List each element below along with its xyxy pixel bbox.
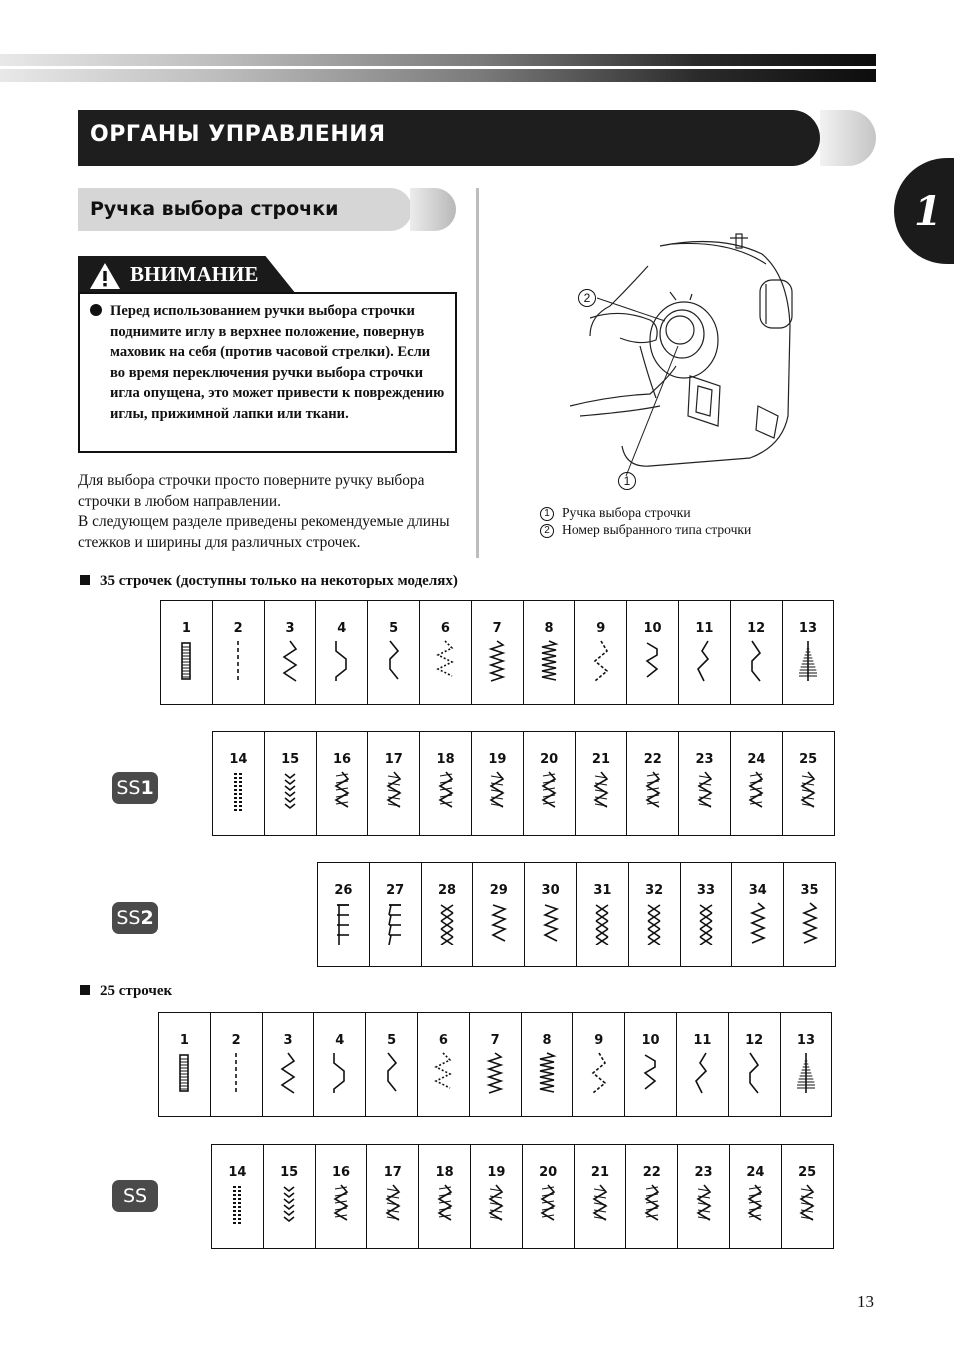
stitch-number: 21 xyxy=(590,1165,610,1180)
stitch-number: 10 xyxy=(643,621,662,636)
stitch-cell xyxy=(629,863,681,966)
stitch-pattern-icon xyxy=(433,1051,453,1100)
chapter-number: 1 xyxy=(914,188,942,235)
stitch-cell xyxy=(368,601,420,704)
stitch-number: 13 xyxy=(798,621,817,636)
stitch-cell xyxy=(784,863,836,966)
group-35-label xyxy=(80,573,458,590)
stitch-pattern-icon xyxy=(330,1051,350,1100)
stitch-cell xyxy=(316,1145,368,1248)
stitch-number: 31 xyxy=(593,883,612,898)
top-band-divider xyxy=(0,66,876,69)
stitch-number: 14 xyxy=(229,752,248,767)
stitch-pattern-icon xyxy=(435,1183,455,1232)
stitch-cell xyxy=(473,863,525,966)
stitch-number: 19 xyxy=(487,1165,506,1180)
stitch-cell xyxy=(729,1013,781,1116)
stitch-pattern-icon xyxy=(694,1183,714,1232)
stitch-number: 14 xyxy=(228,1165,247,1180)
stitch-cell xyxy=(159,1013,211,1116)
stitch-pattern-icon xyxy=(485,1051,505,1100)
stitch-pattern-icon xyxy=(539,770,559,819)
group-25-label-text: 25 строчек xyxy=(100,983,173,999)
section-title: ОРГАНЫ УПРАВЛЕНИЯ xyxy=(90,122,386,147)
stitch-pattern-icon xyxy=(176,639,196,688)
stitch-cell xyxy=(732,863,784,966)
stitch-cell xyxy=(420,601,472,704)
stitch-cell xyxy=(625,1013,677,1116)
stitch-cell xyxy=(419,1145,471,1248)
stitch-table-35-row3 xyxy=(317,862,836,967)
legend-item-2 xyxy=(540,521,751,538)
stitch-number: 7 xyxy=(492,621,502,636)
stitch-cell xyxy=(264,1145,316,1248)
stitch-cell xyxy=(418,1013,470,1116)
stitch-number: 2 xyxy=(231,1033,241,1048)
stitch-number: 6 xyxy=(438,1033,448,1048)
group-25-label xyxy=(80,983,172,1000)
stitch-pattern-icon xyxy=(385,901,405,950)
stitch-cell xyxy=(317,732,369,835)
stitch-number: 29 xyxy=(489,883,508,898)
body-paragraph-1: Для выбора строчки просто поверните ручку выбора строчки в любом направлении. xyxy=(78,472,425,510)
subsection-title: Ручка выбора строчки xyxy=(90,198,339,220)
stitch-pattern-icon xyxy=(489,901,509,950)
legend-item-1 xyxy=(540,504,691,521)
stitch-pattern-icon xyxy=(331,1183,351,1232)
stitch-pattern-icon xyxy=(487,770,507,819)
stitch-number: 9 xyxy=(594,1033,604,1048)
page-number: 13 xyxy=(857,1292,874,1311)
stitch-pattern-icon xyxy=(591,770,611,819)
stitch-pattern-icon xyxy=(641,1051,661,1100)
stitch-number: 25 xyxy=(798,1165,817,1180)
stitch-pattern-icon xyxy=(539,639,559,688)
stitch-cell xyxy=(318,863,370,966)
ss1-badge xyxy=(112,772,158,804)
stitch-number: 7 xyxy=(490,1033,500,1048)
stitch-cell xyxy=(420,732,472,835)
ss2-badge-suffix: 2 xyxy=(140,907,154,929)
stitch-number: 20 xyxy=(539,1165,558,1180)
stitch-cell xyxy=(677,1013,729,1116)
stitch-pattern-icon xyxy=(228,770,248,819)
stitch-pattern-icon xyxy=(744,1051,764,1100)
ss-badge-prefix: SS xyxy=(122,1185,148,1207)
stitch-cell xyxy=(730,1145,782,1248)
stitch-cell xyxy=(213,601,265,704)
stitch-number: 25 xyxy=(799,752,818,767)
stitch-number: 27 xyxy=(386,883,405,898)
stitch-pattern-icon xyxy=(796,1051,816,1100)
stitch-cell xyxy=(679,732,731,835)
stitch-cell xyxy=(213,732,265,835)
stitch-number: 5 xyxy=(387,1033,397,1048)
stitch-number: 24 xyxy=(746,1165,765,1180)
stitch-pattern-icon xyxy=(174,1051,194,1100)
stitch-number: 1 xyxy=(179,1033,189,1048)
legend-number-1: 1 xyxy=(540,507,554,521)
stitch-number: 13 xyxy=(796,1033,815,1048)
stitch-cell xyxy=(314,1013,366,1116)
stitch-table-35-row1 xyxy=(160,600,834,705)
stitch-pattern-icon xyxy=(798,639,818,688)
stitch-number: 12 xyxy=(747,621,766,636)
stitch-cell xyxy=(316,601,368,704)
stitch-number: 24 xyxy=(747,752,766,767)
stitch-pattern-icon xyxy=(486,1183,506,1232)
body-text xyxy=(78,471,470,553)
stitch-cell xyxy=(679,601,731,704)
stitch-pattern-icon xyxy=(798,770,818,819)
legend-text-1: Ручка выбора строчки xyxy=(562,505,691,520)
ss2-badge xyxy=(112,902,158,934)
stitch-pattern-icon xyxy=(692,1051,712,1100)
bullet-icon xyxy=(90,304,102,316)
stitch-number: 21 xyxy=(591,752,611,767)
stitch-cell xyxy=(575,601,627,704)
stitch-pattern-icon xyxy=(384,639,404,688)
stitch-cell xyxy=(522,1013,574,1116)
stitch-pattern-icon xyxy=(280,770,300,819)
caution-title: ВНИМАНИЕ xyxy=(130,262,259,286)
stitch-number: 30 xyxy=(541,883,560,898)
ss1-badge-prefix: SS xyxy=(116,777,141,799)
stitch-pattern-icon xyxy=(643,639,663,688)
sewing-machine-illustration xyxy=(530,226,830,496)
stitch-pattern-icon xyxy=(227,1183,247,1232)
stitch-pattern-icon xyxy=(333,901,353,950)
stitch-cell xyxy=(265,732,317,835)
stitch-pattern-icon xyxy=(748,901,768,950)
stitch-cell xyxy=(211,1013,263,1116)
stitch-cell xyxy=(783,732,835,835)
callout-2: 2 xyxy=(578,289,596,307)
stitch-number: 16 xyxy=(332,752,352,767)
legend-text-2: Номер выбранного типа строчки xyxy=(562,522,752,537)
ss-badge xyxy=(112,1180,158,1212)
stitch-cell xyxy=(577,863,629,966)
stitch-cell xyxy=(783,601,835,704)
stitch-number: 8 xyxy=(544,621,554,636)
stitch-cell xyxy=(265,601,317,704)
stitch-pattern-icon xyxy=(590,1183,610,1232)
stitch-number: 1 xyxy=(181,621,191,636)
stitch-number: 17 xyxy=(384,752,403,767)
stitch-table-25-row2 xyxy=(211,1144,834,1249)
stitch-number: 4 xyxy=(337,621,347,636)
stitch-pattern-icon xyxy=(383,1183,403,1232)
section-header-tail xyxy=(820,110,876,166)
ss1-badge-suffix: 1 xyxy=(140,777,154,799)
stitch-pattern-icon xyxy=(694,639,714,688)
stitch-cell xyxy=(781,1013,833,1116)
stitch-number: 3 xyxy=(285,621,295,636)
stitch-number: 3 xyxy=(283,1033,293,1048)
stitch-cell xyxy=(681,863,733,966)
stitch-pattern-icon xyxy=(280,639,300,688)
stitch-number: 22 xyxy=(643,752,662,767)
stitch-cell xyxy=(627,601,679,704)
ss2-badge-prefix: SS xyxy=(116,907,141,929)
stitch-cell xyxy=(525,863,577,966)
stitch-cell xyxy=(263,1013,315,1116)
stitch-number: 18 xyxy=(436,752,455,767)
stitch-pattern-icon xyxy=(384,770,404,819)
stitch-cell xyxy=(524,732,576,835)
stitch-number: 9 xyxy=(596,621,606,636)
stitch-number: 16 xyxy=(331,1165,351,1180)
stitch-cell xyxy=(626,1145,678,1248)
stitch-pattern-icon xyxy=(537,1051,557,1100)
stitch-number: 17 xyxy=(383,1165,402,1180)
stitch-number: 2 xyxy=(233,621,243,636)
square-bullet-icon xyxy=(80,985,90,995)
stitch-cell xyxy=(368,732,420,835)
stitch-number: 20 xyxy=(540,752,559,767)
stitch-cell xyxy=(367,1145,419,1248)
stitch-number: 6 xyxy=(440,621,450,636)
subsection-header-tail xyxy=(410,188,456,231)
stitch-pattern-icon xyxy=(487,639,507,688)
stitch-pattern-icon xyxy=(226,1051,246,1100)
stitch-cell xyxy=(161,601,213,704)
stitch-cell xyxy=(422,863,474,966)
stitch-table-25-row1 xyxy=(158,1012,832,1117)
group-35-label-text: 35 строчек (доступны только на некоторых моделях) xyxy=(100,573,458,589)
square-bullet-icon xyxy=(80,575,90,585)
stitch-cell xyxy=(472,732,524,835)
stitch-pattern-icon xyxy=(746,639,766,688)
stitch-number: 12 xyxy=(745,1033,764,1048)
warning-triangle-icon xyxy=(88,261,122,291)
stitch-cell xyxy=(731,601,783,704)
stitch-cell xyxy=(472,601,524,704)
stitch-number: 35 xyxy=(800,883,819,898)
stitch-pattern-icon xyxy=(797,1183,817,1232)
stitch-cell xyxy=(678,1145,730,1248)
stitch-pattern-icon xyxy=(589,1051,609,1100)
stitch-number: 10 xyxy=(641,1033,660,1048)
stitch-cell xyxy=(627,732,679,835)
stitch-pattern-icon xyxy=(643,770,663,819)
stitch-pattern-icon xyxy=(541,901,561,950)
stitch-cell xyxy=(524,601,576,704)
stitch-pattern-icon xyxy=(592,901,612,950)
callout-1: 1 xyxy=(618,472,636,490)
stitch-number: 33 xyxy=(696,883,716,898)
stitch-pattern-icon xyxy=(332,639,352,688)
stitch-pattern-icon xyxy=(642,1183,662,1232)
stitch-pattern-icon xyxy=(644,901,664,950)
stitch-number: 23 xyxy=(695,752,714,767)
stitch-number: 18 xyxy=(435,1165,454,1180)
stitch-number: 26 xyxy=(334,883,353,898)
stitch-cell xyxy=(212,1145,264,1248)
stitch-cell xyxy=(573,1013,625,1116)
stitch-pattern-icon xyxy=(746,770,766,819)
stitch-pattern-icon xyxy=(437,901,457,950)
stitch-table-35-row2 xyxy=(212,731,835,836)
stitch-pattern-icon xyxy=(382,1051,402,1100)
stitch-cell xyxy=(731,732,783,835)
stitch-number: 11 xyxy=(695,621,714,636)
stitch-number: 4 xyxy=(335,1033,345,1048)
stitch-number: 5 xyxy=(389,621,399,636)
stitch-pattern-icon xyxy=(745,1183,765,1232)
stitch-cell xyxy=(576,732,628,835)
stitch-number: 15 xyxy=(281,752,300,767)
stitch-cell xyxy=(471,1145,523,1248)
stitch-pattern-icon xyxy=(278,1051,298,1100)
stitch-pattern-icon xyxy=(591,639,611,688)
stitch-pattern-icon xyxy=(695,770,715,819)
stitch-pattern-icon xyxy=(696,901,716,950)
column-divider xyxy=(476,188,479,558)
stitch-pattern-icon xyxy=(228,639,248,688)
legend-number-2: 2 xyxy=(540,524,554,538)
stitch-cell xyxy=(782,1145,834,1248)
stitch-number: 11 xyxy=(693,1033,712,1048)
stitch-pattern-icon xyxy=(800,901,820,950)
stitch-number: 34 xyxy=(748,883,767,898)
stitch-cell xyxy=(366,1013,418,1116)
stitch-number: 28 xyxy=(437,883,457,898)
stitch-cell xyxy=(575,1145,627,1248)
stitch-cell xyxy=(523,1145,575,1248)
stitch-number: 8 xyxy=(542,1033,552,1048)
stitch-pattern-icon xyxy=(435,639,455,688)
stitch-number: 23 xyxy=(694,1165,713,1180)
stitch-pattern-icon xyxy=(436,770,456,819)
stitch-pattern-icon xyxy=(279,1183,299,1232)
caution-text: Перед использованием ручки выбора строчки поднимите иглу в верхнее положение, повернув маховик на себя (против часовой стрелки). Если во время переключения ручки выбора строчки игла опущена, это может привести к повреждению иглы, прижимной лапки или ткани. xyxy=(110,303,445,422)
body-paragraph-2: В следующем разделе приведены рекомендуемые длины стежков и ширины для различных строчек. xyxy=(78,513,450,551)
stitch-cell xyxy=(470,1013,522,1116)
stitch-number: 22 xyxy=(642,1165,661,1180)
stitch-cell xyxy=(370,863,422,966)
stitch-pattern-icon xyxy=(538,1183,558,1232)
stitch-number: 15 xyxy=(280,1165,299,1180)
stitch-number: 19 xyxy=(488,752,507,767)
stitch-pattern-icon xyxy=(332,770,352,819)
stitch-number: 32 xyxy=(645,883,664,898)
